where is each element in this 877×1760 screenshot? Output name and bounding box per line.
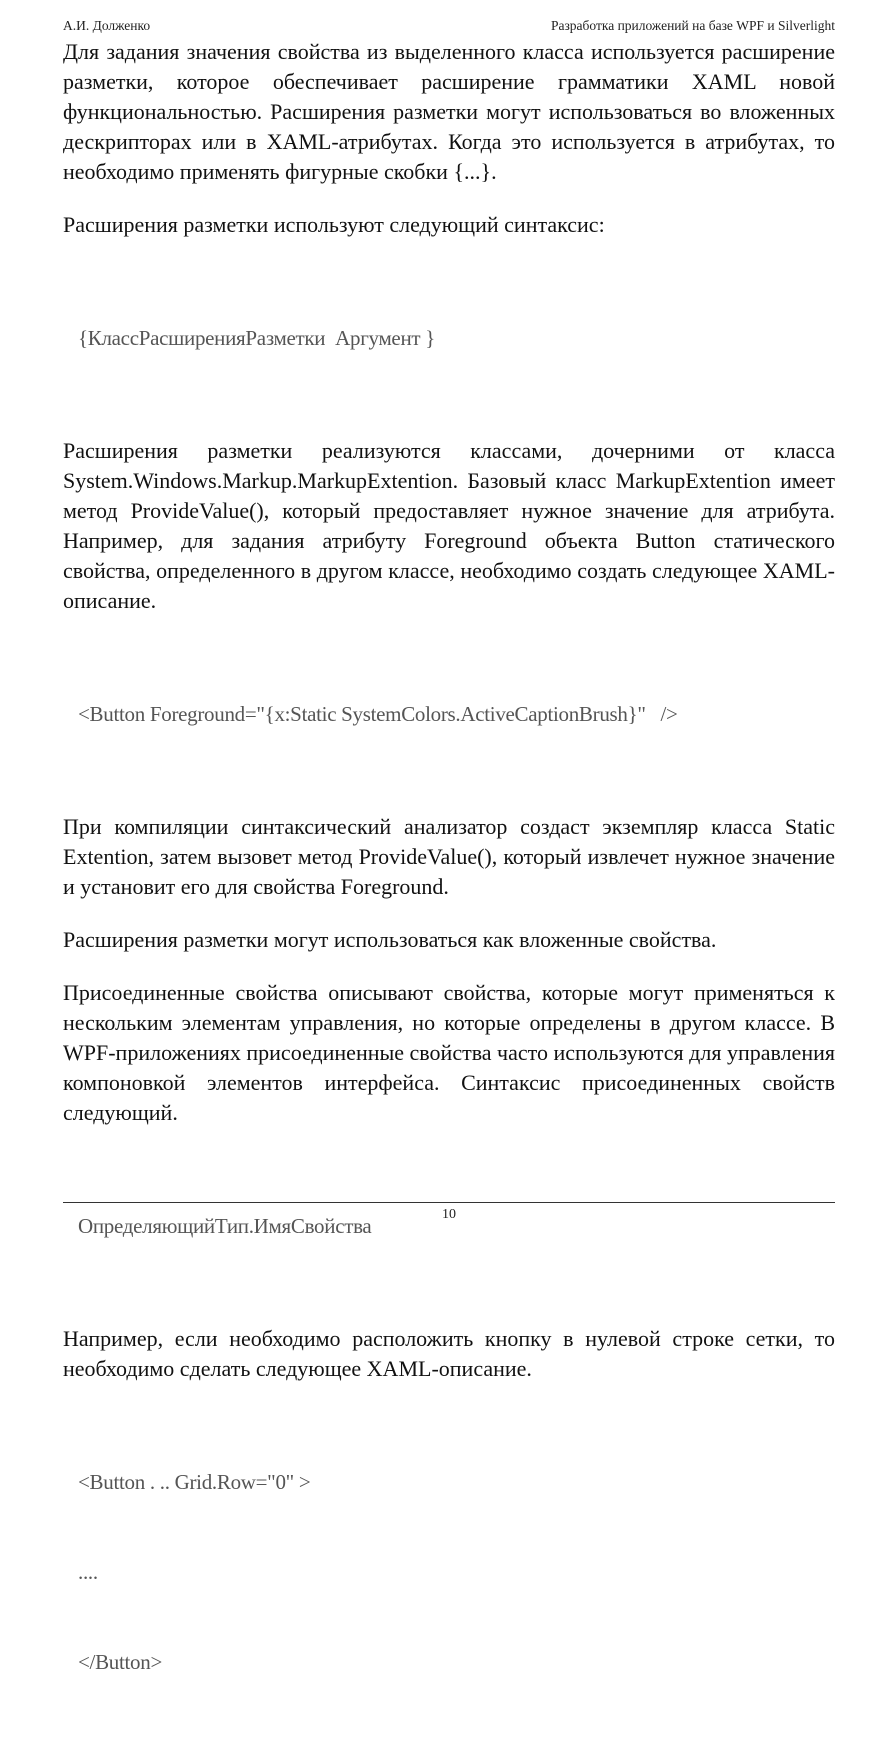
code-line: <Button . .. Grid.Row="0" > (78, 1470, 311, 1494)
code-grid-row (63, 1407, 835, 1737)
page-content (63, 37, 835, 1760)
page-header (63, 17, 835, 35)
header-author: А.И. Долженко (63, 18, 151, 33)
code-attached-property-syntax (63, 1151, 835, 1301)
paragraph-markup-extension-classes: Расширения разметки реализуются классами, дочерними от класса System.Windows.Markup.MarkupExtention. Базовый класс MarkupExtention имеет метод ProvideValue(), который предоставляет нужное значение для атрибута. Например, для задания атрибуту Foreground объекта Button статического свойства, определенного в другом классе, необходимо создать следующее XAML-описание. (63, 438, 835, 613)
paragraph-grid-row-example: Например, если необходимо расположить кнопку в нулевой строке сетки, то необходимо сделать следующее XAML-описание. (63, 1326, 835, 1381)
code-line: </Button> (78, 1650, 162, 1674)
paragraph-nested-properties: Расширения разметки могут использоваться как вложенные свойства. (63, 927, 717, 952)
paragraph-compilation: При компиляции синтаксический анализатор создаст экземпляр класса Static Extention, затем вызовет метод ProvideValue(), который извлечет нужное значение и установит его для свойства Foreground. (63, 814, 835, 899)
code-line: .... (78, 1560, 98, 1584)
code-line: ОпределяющийТип.ИмяСвойства (78, 1214, 372, 1238)
code-button-foreground (63, 639, 835, 789)
paragraph-markup-extension-intro: Для задания значения свойства из выделенного класса используется расширение разметки, которое обеспечивает расширение грамматики XAML новой функциональностью. Расширения разметки могут использоваться во вложенных дескрипторах или в XAML-атрибутах. Когда это используется в атрибутах, то необходимо применять фигурные скобки {...}. (63, 39, 835, 184)
paragraph-attached-properties: Присоединенные свойства описывают свойства, которые могут применяться к нескольким элементам управления, но которые определены в другом классе. В WPF-приложениях присоединенные свойства часто используются для управления компоновкой элементов интерфейса. Синтаксис присоединенных свойств следующий. (63, 980, 835, 1125)
header-book-title: Разработка приложений на базе WPF и Silverlight (550, 18, 835, 33)
code-line: {КлассРасширенияРазметки Аргумент } (78, 326, 435, 350)
code-syntax-example (63, 263, 835, 413)
paragraph-syntax-intro: Расширения разметки используют следующий синтаксис: (63, 212, 605, 237)
code-line: <Button Foreground="{x:Static SystemColors.ActiveCaptionBrush}" /> (78, 702, 678, 726)
footer-divider (63, 1202, 835, 1203)
page-number: 10 (442, 1207, 456, 1222)
